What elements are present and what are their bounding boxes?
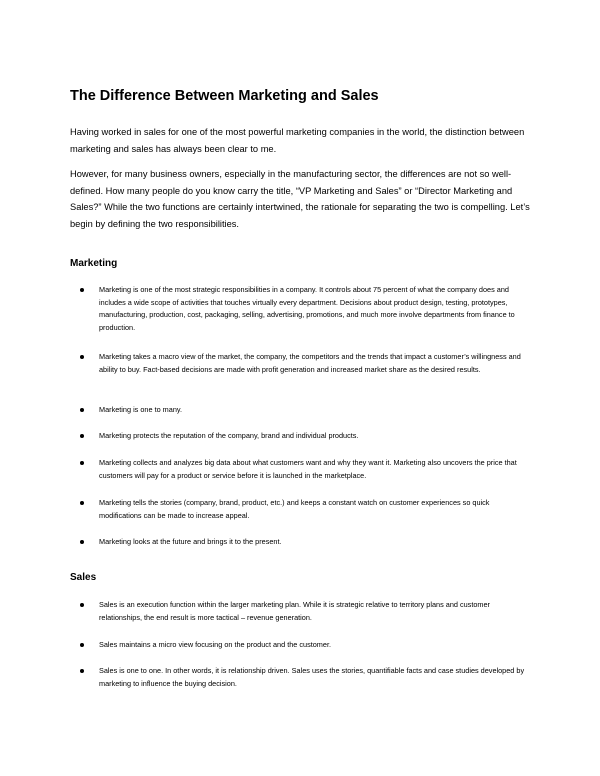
bullet-icon [80, 603, 84, 607]
bullet-text: Sales maintains a micro view focusing on the product and the customer. [99, 640, 332, 649]
bullet-icon [80, 408, 84, 412]
document-title: The Difference Between Marketing and Sales [70, 88, 379, 104]
bullet-text: Marketing tells the stories (company, brand, product, etc.) and keeps a constant watch on customer experiences so quick modifications can be made to increase appeal. [99, 498, 490, 520]
bullet-text: Marketing looks at the future and brings it to the present. [99, 537, 282, 546]
bullet-icon [80, 669, 84, 673]
bullet-text: Marketing collects and analyzes big data about what customers want and why they want it. Marketing also uncovers the price that customers will pay for a product or service before it is launched in the marketplace. [99, 458, 517, 480]
bullet-text: Marketing is one to many. [99, 405, 183, 414]
bullet-icon [80, 288, 84, 292]
bullet-text: Marketing protects the reputation of the company, brand and individual products. [99, 431, 359, 440]
bullet-icon [80, 355, 84, 359]
intro-paragraph: Having worked in sales for one of the most powerful marketing companies in the world, the distinction between marketing and sales has always been clear to me. [70, 127, 525, 154]
bullet-text: Marketing is one of the most strategic responsibilities in a company. It controls about 75 percent of what the company does and includes a wide scope of activities that touches virtually every department. Decisions about product design, testing, prototypes, manufacturing, production, cost, packaging, selling, advertising, promotions, and much more involve departments from finance to production. [99, 285, 515, 332]
bullet-text: Marketing takes a macro view of the market, the company, the competitors and the trends that impact a customer’s willingness and ability to buy. Fact-based decisions are made with profit generation and increased market share as the desired results. [99, 352, 521, 374]
bullet-icon [80, 540, 84, 544]
bullet-icon [80, 501, 84, 505]
section-heading-sales: Sales [70, 572, 97, 583]
bullet-icon [80, 461, 84, 465]
intro-paragraph: However, for many business owners, especially in the manufacturing sector, the differences are not so well-defined. How many people do you know carry the title, “VP Marketing and Sales” or “Director Marketing and Sales?” While the two functions are certainly intertwined, the rationale for separating the two is compelling. Let’s begin by defining the two responsibilities. [70, 169, 530, 229]
section-heading-marketing: Marketing [70, 258, 118, 269]
bullet-icon [80, 434, 84, 438]
bullet-text: Sales is one to one. In other words, it is relationship driven. Sales uses the stories, quantifiable facts and case studies developed by marketing to influence the buying decision. [99, 666, 525, 688]
bullet-text: Sales is an execution function within the larger marketing plan. While it is strategic relative to territory plans and customer relationships, the end result is more tactical – revenue generation. [99, 600, 490, 622]
bullet-icon [80, 643, 84, 647]
